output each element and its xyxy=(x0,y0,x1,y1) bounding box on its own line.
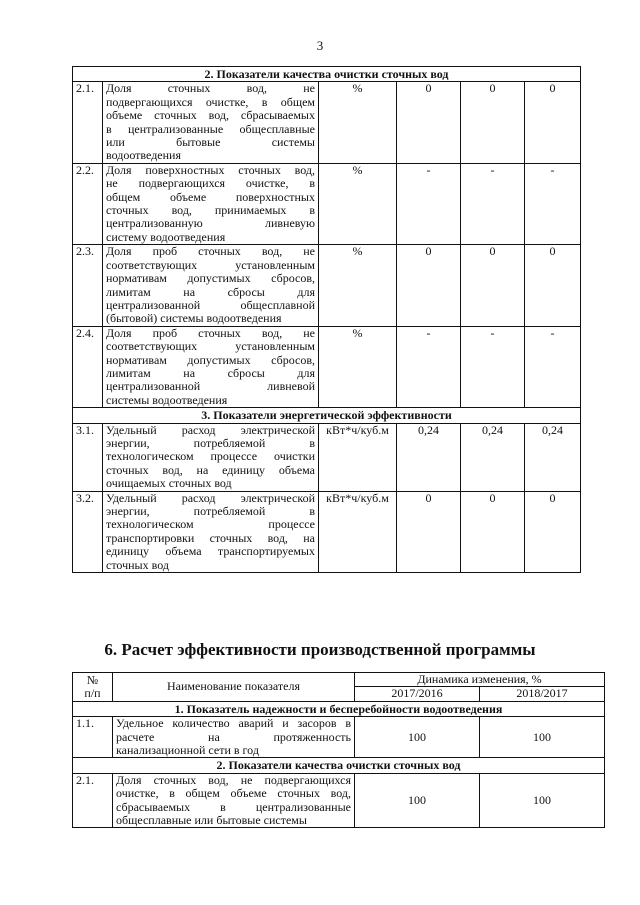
row-description xyxy=(103,491,319,572)
header-num-bottom: п/п xyxy=(84,685,101,700)
quality-indicators-table xyxy=(72,66,581,573)
description-line: (бытовой) системы водоотведения xyxy=(106,311,282,326)
efficiency-table xyxy=(72,672,605,828)
description-line: централизованной ливневой xyxy=(106,379,315,394)
value-2017: 100 xyxy=(355,773,480,828)
description-line: Доля сточных вод, не xyxy=(106,81,315,96)
section-header-row xyxy=(73,758,605,773)
description-line: сточных вод, принимаемых в xyxy=(106,203,315,218)
description-line: систему водоотведения xyxy=(106,229,226,244)
description-line: объеме сточных вод, сбрасываемых xyxy=(106,108,315,123)
table-row xyxy=(73,423,581,491)
description-line: нормативам допустимых сбросов, xyxy=(106,352,315,367)
value-v3: - xyxy=(525,163,581,244)
unit: % xyxy=(319,245,397,326)
unit: % xyxy=(319,326,397,407)
row-number: 2.4. xyxy=(73,326,103,407)
table-row xyxy=(73,82,581,163)
row-description xyxy=(103,326,319,407)
value-v3: 0 xyxy=(525,491,581,572)
header-num-top: № xyxy=(86,672,99,687)
description-line: канализационной сети в год xyxy=(116,743,259,758)
value-2017: 100 xyxy=(355,717,480,758)
row-description xyxy=(103,245,319,326)
row-number: 2.3. xyxy=(73,245,103,326)
description-line: или бытовые системы xyxy=(106,135,315,150)
description-line: энергии, потребляемой в xyxy=(106,435,315,450)
description-line: водоотведения xyxy=(106,148,181,163)
value-v1: - xyxy=(397,163,461,244)
description-line: Удельное количество аварий и засоров в xyxy=(116,716,351,731)
description-line: энергии, потребляемой в xyxy=(106,504,315,518)
value-v2: 0 xyxy=(461,245,525,326)
description-line: нормативам допустимых сбросов, xyxy=(106,271,315,286)
section-title: 1. Показатель надежности и бесперебойности водоотведения xyxy=(73,701,605,716)
section-title: 2. Показатели качества очистки сточных вод xyxy=(73,758,605,773)
row-number: 2.2. xyxy=(73,163,103,244)
description-line: сбрасываемых в централизованные xyxy=(116,799,351,814)
table-row xyxy=(73,163,581,244)
row-description xyxy=(103,82,319,163)
description-line: лимитам на сбросы для xyxy=(106,365,315,380)
value-v2: - xyxy=(461,163,525,244)
unit: % xyxy=(319,163,397,244)
description-line: не подвергающихся очистке, в xyxy=(106,176,315,191)
value-v2: 0 xyxy=(461,82,525,163)
table-row xyxy=(73,326,581,407)
description-line: общесплавные или бытовые системы xyxy=(116,813,307,828)
value-v1: - xyxy=(397,326,461,407)
section-header-row xyxy=(73,408,581,423)
row-number: 1.1. xyxy=(73,717,113,758)
description-line: технологическом процессе xyxy=(106,517,315,532)
value-v3: - xyxy=(525,326,581,407)
value-v1: 0 xyxy=(397,491,461,572)
description-line: Удельный расход электрической xyxy=(106,422,315,437)
row-description xyxy=(103,163,319,244)
value-v1: 0,24 xyxy=(397,423,461,491)
description-line: централизованной общесплавной xyxy=(106,297,315,312)
row-description xyxy=(103,423,319,491)
section-title: 3. Показатели энергетической эффективности xyxy=(73,408,581,423)
description-line: очистке, в общем объеме сточных вод, xyxy=(116,786,351,801)
description-line: единицу объема транспортируемых xyxy=(106,544,315,559)
row-number: 2.1. xyxy=(73,82,103,163)
description-line: технологическом процессе очистки xyxy=(106,449,315,464)
description-line: Доля проб сточных вод, не xyxy=(106,325,315,340)
description-line: Доля поверхностных сточных вод, xyxy=(106,162,315,177)
section-header-row xyxy=(73,67,581,82)
header-name: Наименование показателя xyxy=(113,673,355,702)
value-2018: 100 xyxy=(480,773,605,828)
description-line: в централизованные общесплавные xyxy=(106,121,315,136)
value-v1: 0 xyxy=(397,245,461,326)
description-line: транспортировки сточных вод, на xyxy=(106,530,315,545)
value-v1: 0 xyxy=(397,82,461,163)
description-line: соответствующих установленным xyxy=(106,339,315,354)
unit: кВт*ч/куб.м xyxy=(319,423,397,491)
row-description xyxy=(113,717,355,758)
page-number: 3 xyxy=(316,38,324,53)
description-line: очищаемых сточных вод xyxy=(106,476,232,491)
value-v2: - xyxy=(461,326,525,407)
row-number: 2.1. xyxy=(73,773,113,828)
unit: % xyxy=(319,82,397,163)
table-row xyxy=(73,245,581,326)
header-dynamics: Динамика изменения, % xyxy=(355,673,605,687)
description-line: общем объеме поверхностных xyxy=(106,189,315,204)
description-line: Доля сточных вод, не подвергающихся xyxy=(116,772,351,787)
description-line: Удельный расход электрической xyxy=(106,490,315,505)
description-line: сточных вод xyxy=(106,557,169,572)
description-line: сточных вод, на единицу объема xyxy=(106,462,315,477)
header-col-2018: 2018/2017 xyxy=(480,687,605,701)
row-description xyxy=(113,773,355,828)
unit: кВт*ч/куб.м xyxy=(319,491,397,572)
value-v3: 0 xyxy=(525,82,581,163)
section-heading: 6. Расчет эффективности производственной программы xyxy=(104,640,536,659)
value-v3: 0,24 xyxy=(525,423,581,491)
row-number: 3.2. xyxy=(73,491,103,572)
value-2018: 100 xyxy=(480,717,605,758)
table-row xyxy=(73,773,605,828)
value-v3: 0 xyxy=(525,245,581,326)
description-line: Доля проб сточных вод, не xyxy=(106,244,315,259)
header-col-2017: 2017/2016 xyxy=(355,687,480,701)
table-row xyxy=(73,491,581,572)
header-num-cell xyxy=(73,673,113,702)
description-line: лимитам на сбросы для xyxy=(106,284,315,299)
description-line: централизованную ливневую xyxy=(106,216,315,231)
section-title: 2. Показатели качества очистки сточных вод xyxy=(73,67,581,82)
row-number: 3.1. xyxy=(73,423,103,491)
section-header-row xyxy=(73,701,605,716)
description-line: системы водоотведения xyxy=(106,392,228,407)
description-line: подвергающихся очистке, в общем xyxy=(106,94,315,109)
description-line: соответствующих установленным xyxy=(106,257,315,272)
value-v2: 0 xyxy=(461,491,525,572)
description-line: расчете на протяженность xyxy=(116,729,351,744)
value-v2: 0,24 xyxy=(461,423,525,491)
table-row xyxy=(73,717,605,758)
